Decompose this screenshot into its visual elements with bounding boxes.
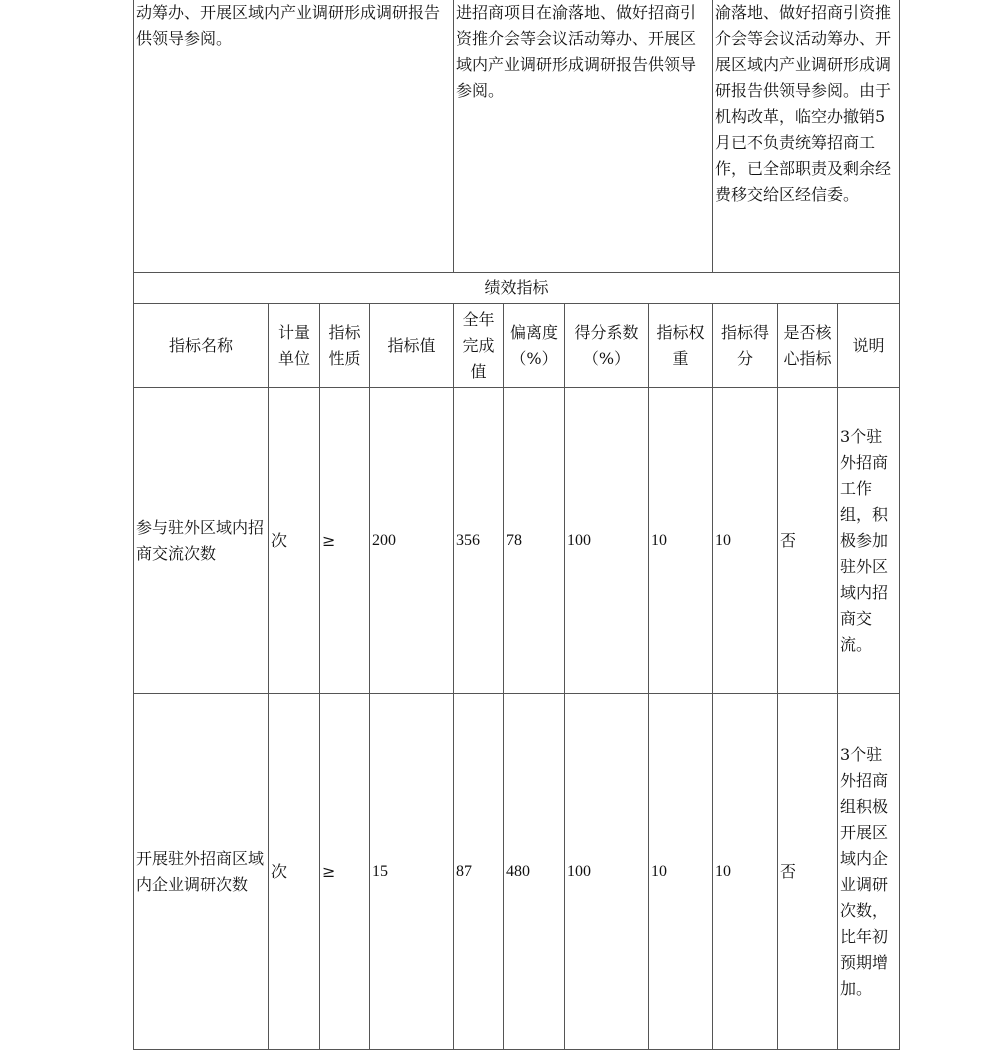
nature: ≥: [320, 694, 370, 1050]
top-row: [134, 0, 900, 273]
header-cell: 指标值: [370, 304, 454, 388]
header-cell: 是否核心指标: [778, 304, 838, 388]
header-cell: 得分系数（%）: [565, 304, 649, 388]
score-coefficient: 100: [565, 694, 649, 1050]
weight: 10: [649, 388, 713, 694]
indicator-name: 开展驻外招商区域内企业调研次数: [134, 694, 269, 1050]
note: 3个驻外招商组积极开展区域内企业调研次数，比年初预期增加。: [838, 694, 900, 1050]
header-cell: 指标性质: [320, 304, 370, 388]
header-cell: 全年完成值: [454, 304, 504, 388]
table-row: [134, 388, 900, 694]
section-title: 绩效指标: [134, 273, 900, 304]
top-cell-3: 渝落地、做好招商引资推介会等会议活动筹办、开展区域内产业调研形成调研报告供领导参阅。由于机构改革，临空办撤销5月已不负责统筹招商工作，已全部职责及剩余经费移交给区经信委。: [713, 0, 900, 273]
unit: 次: [269, 694, 320, 1050]
deviation: 480: [504, 694, 565, 1050]
header-row: [134, 304, 900, 388]
top-cell-1: 动筹办、开展区域内产业调研形成调研报告供领导参阅。: [134, 0, 454, 273]
score: 10: [713, 694, 778, 1050]
header-cell: 指标权重: [649, 304, 713, 388]
header-cell: 指标名称: [134, 304, 269, 388]
is-core: 否: [778, 388, 838, 694]
performance-table: [133, 0, 900, 1050]
actual-value: 356: [454, 388, 504, 694]
note: 3个驻外招商工作组，积极参加驻外区域内招商交流。: [838, 388, 900, 694]
actual-value: 87: [454, 694, 504, 1050]
is-core: 否: [778, 694, 838, 1050]
target-value: 200: [370, 388, 454, 694]
weight: 10: [649, 694, 713, 1050]
top-cell-2: 进招商项目在渝落地、做好招商引资推介会等会议活动筹办、开展区域内产业调研形成调研报告供领导参阅。: [454, 0, 713, 273]
nature: ≥: [320, 388, 370, 694]
score-coefficient: 100: [565, 388, 649, 694]
header-cell: 指标得分: [713, 304, 778, 388]
indicator-name: 参与驻外区域内招商交流次数: [134, 388, 269, 694]
header-cell: 计量单位: [269, 304, 320, 388]
header-cell: 说明: [838, 304, 900, 388]
score: 10: [713, 388, 778, 694]
deviation: 78: [504, 388, 565, 694]
table-row: [134, 694, 900, 1050]
target-value: 15: [370, 694, 454, 1050]
header-cell: 偏离度（%）: [504, 304, 565, 388]
section-row: [134, 273, 900, 304]
unit: 次: [269, 388, 320, 694]
